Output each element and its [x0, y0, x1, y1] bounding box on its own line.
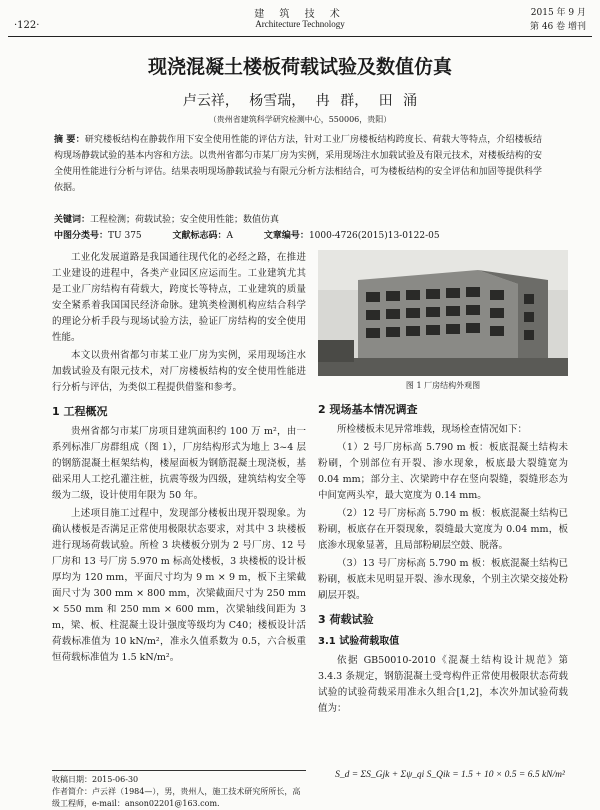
keywords: [54, 212, 542, 225]
doc-code-value: A: [226, 231, 234, 241]
section-3-heading: 3 荷载试验: [318, 613, 374, 626]
received-date: 收稿日期：2015-06-30: [52, 775, 139, 784]
header-rule: [8, 36, 592, 37]
journal-name: 建 筑 技 术: [254, 9, 346, 20]
section-2-item-1: （1）2 号厂房标高 5.790 m 板：板底混凝土结构未粉刷，个别部位有开裂、渗水现象，板底最大裂缝宽为 0.04 mm；部分主、次梁跨中存在竖向裂缝，裂缝形态为中间宽两头窄，最大宽度为 0.14 mm。: [318, 442, 568, 501]
issue-date: 2015 年 9 月: [530, 8, 586, 18]
intro-paragraph-1: 工业化发展道路是我国通往现代化的必经之路，在推进工业建设的进程中，各类产业园区应运而生。工业建筑尤其是工业厂房结构有荷载大，跨度长等特点，工业建筑的质量安全紧系着我国国民经济命脉。建筑类检测机构应结合科学的理论分析手段与现场试验方法，验证厂房结构的安全使用性能。: [52, 252, 306, 343]
load-equation: S_d = ΣS_Gjk + Σψ_qi S_Qik = 1.5 + 10 × 0.5 = 6.5 kN/m²: [335, 770, 565, 780]
abstract: [54, 132, 542, 196]
article-no-value: 1000-4726(2015)13-0122-05: [308, 231, 440, 241]
page-number: ·122·: [14, 20, 40, 31]
section-2-heading: 2 现场基本情况调查: [318, 403, 418, 416]
abstract-text: 研究楼板结构在静载作用下安全使用性能的评估方法，针对工业厂房楼板结构跨度长、荷载大等特点，介绍楼板结构现场静载试验的基本内容和方法。以贵州省都匀市某厂房为实例，采用现场注水加载试验及有限元技术，对楼板结构的安全使用性能进行分析与评估。结果表明现场静载试验与有限元分析方法相结合，可为楼板结构的安全评估和加固等提供科学依据。: [54, 135, 542, 193]
clc-label: 中图分类号：: [54, 231, 109, 241]
author-info: 作者简介：卢云祥（1984—），男，贵州人，施工技术研究所所长，高级工程师，e-mail：anson02201@163.com.: [52, 787, 301, 808]
intro-paragraph-2: 本文以贵州省都匀市某工业厂房为实例，采用现场注水加载试验及有限元技术，对厂房楼板结构的安全使用性能进行分析与评估，为类似工程提供借鉴和参考。: [52, 350, 306, 393]
building-photo: [318, 250, 568, 376]
footnote: [52, 770, 306, 810]
journal-name-en: Architecture Technology: [255, 19, 345, 29]
issue-number: 第 46 卷 增刊: [529, 22, 586, 32]
affiliation: （贵州省建筑科学研究检测中心，550006，贵阳）: [208, 115, 392, 124]
author-list: 卢云祥， 杨雪瑞， 冉 群， 田 涌: [182, 93, 418, 109]
keywords-text: 工程检测；荷载试验；安全使用性能；数值仿真: [90, 215, 280, 225]
paper-title: 现浇混凝土楼板荷载试验及数值仿真: [147, 56, 452, 78]
doc-code-label: 文献标志码：: [172, 231, 227, 241]
article-no-label: 文章编号：: [263, 231, 309, 241]
section-2-intro: 所检楼板未见异常堆载，现场检查情况如下：: [337, 424, 528, 435]
left-column: [52, 250, 306, 668]
right-column: [318, 250, 568, 719]
section-3-1-paragraph: 依据 GB50010-2010《混凝土结构设计规范》第 3.4.3 条规定，钢筋混凝土受弯构件正常使用极限状态荷载试验的试验荷载采用准永久组合[1,2]，本次外加试验荷载值为：: [318, 655, 568, 714]
section-2-item-3: （3）13 号厂房标高 5.790 m 板：板底混凝土结构已粉刷，板底未见明显开裂、渗水现象，个别主次梁交接处粉刷层开裂。: [318, 558, 568, 601]
clc-value: TU 375: [108, 231, 142, 241]
section-1-paragraph-2: 上述项目施工过程中，发现部分楼板出现开裂现象。为确认楼板是否满足正常使用极限状态要求，对其中 3 块楼板进行现场荷载试验。所检 3 块楼板分别为 2 号厂房、12 号厂房和 13 号厂房 5.970 m 标高处楼板，3 块楼板的设计板厚均为 120 mm，平面尺寸均为 9 m × 9 m，板下主梁截面尺寸为 300 mm × 800 mm，次梁截面尺寸为 250 mm × 550 mm 和 250 mm × 600 mm，次梁轴线间距为 3 m，梁、板、柱混凝土设计强度等级均为 C40；楼板设计活荷载标准值为 10 kN/m²，准永久值系数为 0.5，六合板重恒荷载标准值为 1.5 kN/m²。: [52, 508, 306, 663]
classification-line: [54, 228, 542, 241]
abstract-label: 摘 要：: [54, 135, 85, 145]
section-3-1-heading: 3.1 试验荷载取值: [318, 636, 400, 647]
section-1-heading: 1 工程概况: [52, 405, 108, 418]
section-2-item-2: （2）12 号厂房标高 5.790 m 板：板底混凝土结构已粉刷，板底存在开裂现象，裂缝最大宽度为 0.04 mm，板底渗水现象显著，且局部粉刷层空鼓、脱落。: [318, 508, 568, 551]
keywords-label: 关键词：: [54, 215, 91, 225]
running-header: [0, 0, 600, 42]
building-photo-illustration: [318, 250, 568, 376]
figure-caption: 图 1 厂房结构外观图: [405, 381, 481, 390]
section-1-paragraph-1: 贵州省都匀市某厂房项目建筑面积约 100 万 m²，由一系列标准厂房群组成（图 1），厂房结构形式为地上 3~4 层的钢筋混凝土框架结构，楼屋面板为钢筋混凝土现浇板，基础采用人工挖孔灌注桩，抗震等级为四级，建筑结构安全等级为二级，设计使用年限为 50 年。: [52, 426, 306, 501]
